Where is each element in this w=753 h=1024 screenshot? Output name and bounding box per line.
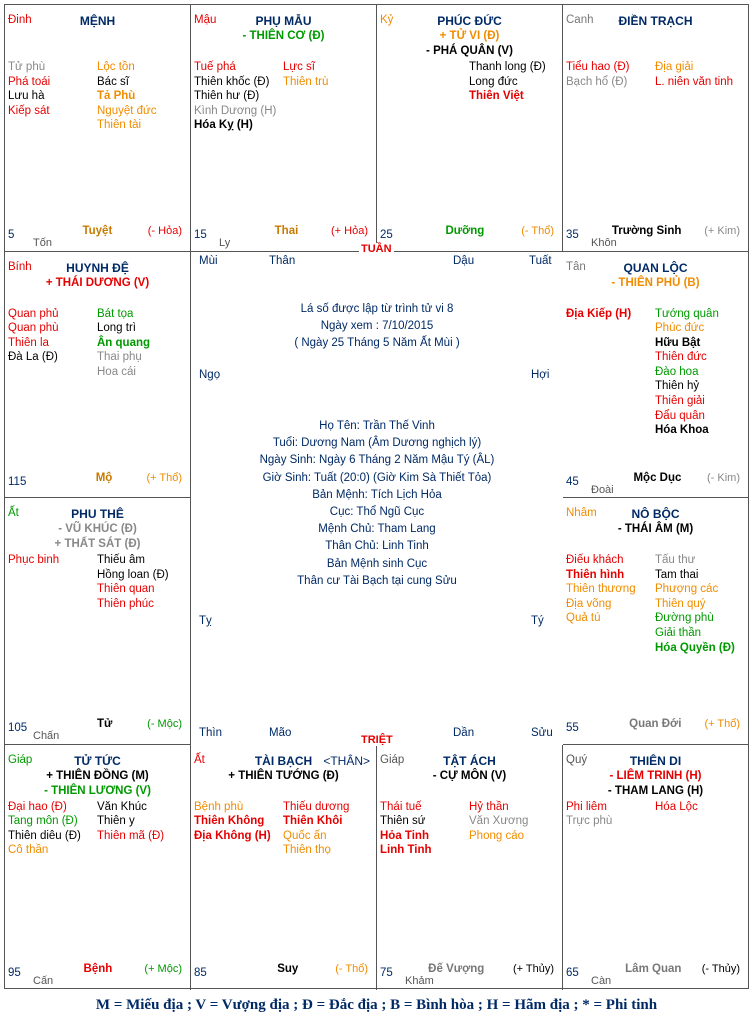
- tuan-label: TUẦN: [361, 243, 392, 255]
- trigram-name: Tốn: [33, 237, 52, 249]
- star: Hoa cái: [97, 365, 136, 378]
- star: Hóa Khoa: [655, 424, 709, 437]
- star: Thiên y: [97, 815, 135, 828]
- star: Lộc tồn: [97, 61, 135, 73]
- than-tag: <THÂN>: [323, 753, 370, 768]
- star: Ân quang: [97, 336, 151, 349]
- owner-info-line: Thân cư Tài Bạch tại cung Sửu: [297, 574, 457, 587]
- minor-stars-left: [566, 307, 631, 322]
- star: Quan phủ: [8, 307, 59, 320]
- palace-tatach: [377, 745, 563, 990]
- horoscope-chart: [4, 4, 749, 989]
- palace-nobac: [563, 498, 748, 745]
- owner-info-line: Tuổi: Dương Nam (Âm Dương nghịch lý): [272, 437, 482, 450]
- star: Hóa Quyền (Đ): [655, 641, 735, 654]
- earthly-branch-ty1: Tỵ: [199, 615, 212, 627]
- main-star: - THIÊN CƠ (Đ): [242, 30, 325, 42]
- element: (- Kim): [707, 471, 740, 484]
- element: (- Mộc): [147, 718, 182, 730]
- palace-name: MỆNH: [79, 14, 116, 28]
- owner-info-line: Cục: Thổ Ngũ Cục: [329, 506, 425, 518]
- star: Phượng các: [655, 583, 719, 596]
- minor-stars-right: [97, 553, 169, 611]
- star: Đào hoa: [655, 365, 699, 378]
- main-star: + THIÊN ĐỒNG (M): [46, 769, 149, 782]
- trigram-name: Khôn: [591, 237, 617, 249]
- element: (+ Kim): [704, 225, 740, 237]
- star: Thiên sứ: [380, 815, 426, 828]
- main-star: - LIÊM TRINH (H): [609, 769, 702, 782]
- heavenly-stem: Kỷ: [380, 14, 394, 26]
- trigram-name: Khảm: [405, 974, 434, 987]
- earthly-branch-suu: Sửu: [531, 727, 553, 739]
- heavenly-stem: Mậu: [194, 14, 217, 26]
- star: Thiên Không: [194, 815, 265, 828]
- element: (- Hỏa): [147, 225, 182, 237]
- palace-dientrach: [563, 5, 748, 252]
- minor-stars-right: [655, 60, 733, 89]
- star: Bạch hổ (Đ): [566, 75, 628, 88]
- minor-stars-right: [469, 60, 546, 104]
- life-stage: Lâm Quan: [625, 962, 682, 975]
- palace-name: NÔ BỘC: [631, 507, 680, 521]
- element: (- Thổ): [335, 962, 368, 975]
- life-stage: Thai: [274, 225, 299, 237]
- main-star: + THÁI DƯƠNG (V): [45, 276, 150, 289]
- life-stage: Suy: [277, 962, 299, 975]
- star: Phong cáo: [469, 829, 524, 842]
- heavenly-stem: Canh: [566, 14, 594, 26]
- palace-phucduc: [377, 5, 563, 252]
- palace-name: HUYNH ĐỆ: [66, 260, 129, 275]
- star: Tả Phù: [97, 90, 136, 103]
- palace-name: THIÊN DI: [629, 753, 682, 768]
- palace-age: 25: [380, 229, 393, 241]
- star: Hỏa Tinh: [380, 829, 429, 842]
- earthly-branch-hoi: Hợi: [531, 369, 550, 381]
- palace-name: PHỤ MẪU: [255, 14, 312, 28]
- life-stage: Mộ: [95, 471, 113, 484]
- star: Bát tọa: [97, 307, 134, 320]
- heavenly-stem: Nhâm: [566, 507, 597, 519]
- heavenly-stem: Giáp: [8, 753, 33, 766]
- life-stage: Tử: [96, 718, 113, 730]
- owner-info-line: Ngày Sinh: Ngày 6 Tháng 2 Năm Mậu Tý (ÂL): [259, 454, 495, 467]
- palace-age: 15: [194, 229, 207, 241]
- star: Văn Khúc: [97, 800, 147, 813]
- life-stage: Tuyệt: [82, 225, 113, 237]
- main-star: - THAM LANG (H): [607, 784, 704, 797]
- life-stage: Quan Đới: [629, 718, 682, 730]
- palace-huynhde: [5, 252, 191, 499]
- palace-quanloc: [563, 252, 748, 499]
- minor-stars-right: [97, 307, 150, 380]
- star: Địa Kiếp (H): [566, 307, 632, 320]
- minor-stars-right: [283, 60, 328, 89]
- minor-stars-left: [566, 553, 636, 626]
- star: L. niên văn tinh: [655, 75, 734, 88]
- main-star: + TỬ VI (Đ): [439, 30, 500, 42]
- star: Kình Dương (H): [194, 104, 277, 117]
- star: Thiên hư (Đ): [194, 90, 260, 103]
- palace-menh: [5, 5, 191, 252]
- minor-stars-left: [380, 800, 432, 858]
- palace-age: 75: [380, 966, 393, 979]
- owner-info-line: Họ Tên: Trần Thế Vinh: [319, 420, 435, 432]
- star: Thanh long (Đ): [469, 61, 546, 73]
- palace-age: 115: [8, 475, 27, 488]
- life-stage: Bệnh: [83, 962, 113, 975]
- palace-name: TẬT ÁCH: [443, 753, 496, 768]
- star: Lưu hà: [8, 90, 45, 103]
- star: Lực sĩ: [283, 61, 315, 73]
- star: Tướng quân: [655, 307, 719, 320]
- heavenly-stem: Tân: [566, 260, 586, 273]
- star: Tam thai: [655, 568, 699, 581]
- trigram-name: Càn: [591, 974, 612, 987]
- star: Đại hao (Đ): [8, 800, 67, 813]
- star: Bác sĩ: [97, 75, 129, 88]
- trigram-name: Cấn: [33, 974, 54, 987]
- heavenly-stem: Giáp: [380, 753, 405, 766]
- star: Phục binh: [8, 554, 60, 566]
- star: Hỷ thần: [469, 800, 509, 813]
- star: Điếu khách: [566, 554, 624, 566]
- life-stage: Trường Sinh: [611, 225, 682, 237]
- star: Phi liêm: [566, 800, 607, 813]
- element: (+ Thổ): [146, 471, 182, 484]
- earthly-branch-mui: Mùi: [199, 255, 218, 267]
- heavenly-stem: Đinh: [8, 14, 32, 26]
- owner-info-line: Giờ Sinh: Tuất (20:0) (Giờ Kim Sà Thiết Tỏa): [262, 471, 492, 484]
- element: (- Thủy): [701, 962, 740, 975]
- star: Địa võng: [566, 597, 612, 610]
- star: Thiên phúc: [97, 597, 154, 610]
- palace-phuthe: [5, 498, 191, 745]
- star: Hóa Kỵ (H): [194, 119, 253, 132]
- palace-age: 95: [8, 966, 21, 979]
- main-star: + THIÊN TƯỚNG (Đ): [228, 769, 339, 782]
- palace-age: 5: [8, 229, 15, 241]
- main-star: - THIÊN PHỦ (B): [611, 276, 700, 289]
- minor-stars-right: [655, 800, 698, 815]
- owner-info-line: Mệnh Chủ: Tham Lang: [318, 523, 436, 536]
- palace-name: TỬ TỨC: [74, 753, 121, 768]
- earthly-branch-ty2: Tý: [531, 615, 544, 627]
- star: Kiếp sát: [8, 104, 50, 117]
- main-star: - VŨ KHÚC (Đ): [58, 523, 137, 535]
- star: Tang môn (Đ): [8, 815, 78, 828]
- star: Thiên thọ: [283, 844, 331, 857]
- palace-age: 35: [566, 229, 579, 241]
- palace-age: 105: [8, 722, 28, 734]
- star: Tiểu hao (Đ): [566, 61, 630, 73]
- owner-info-line: Thân Chủ: Linh Tinh: [325, 540, 429, 553]
- star: Tử phù: [8, 61, 46, 73]
- star: Thiên tài: [97, 119, 142, 132]
- minor-stars-left: [566, 800, 612, 829]
- palace-name: QUAN LỘC: [623, 260, 688, 275]
- star: Long trì: [97, 322, 136, 335]
- heavenly-stem: Ất: [194, 753, 205, 766]
- life-stage: Đế Vượng: [428, 962, 485, 975]
- palace-age: 85: [194, 966, 207, 979]
- minor-stars-left: [194, 800, 271, 844]
- star: Thiếu âm: [97, 554, 145, 566]
- heavenly-stem: Ất: [8, 507, 19, 519]
- star: Thiên mã (Đ): [97, 829, 165, 842]
- star: Thiên đức: [655, 351, 707, 364]
- center-panel: [191, 251, 563, 742]
- star: Cô thần: [8, 844, 49, 857]
- star: Đẩu quân: [655, 409, 705, 422]
- star: Thiên thương: [566, 583, 636, 596]
- earthly-branch-dau: Dậu: [453, 255, 475, 267]
- palace-age: 45: [566, 475, 579, 488]
- minor-stars-right: [283, 800, 349, 858]
- minor-stars-left: [566, 60, 630, 89]
- trigram-name: Chấn: [33, 730, 60, 742]
- star: Thiên diêu (Đ): [8, 829, 81, 842]
- main-star: + THẤT SÁT (Đ): [54, 538, 141, 550]
- minor-stars-left: [8, 307, 59, 365]
- earthly-branch-tuat: Tuất: [529, 255, 552, 267]
- minor-stars-right: [469, 800, 528, 844]
- earthly-branch-dan: Dần: [453, 727, 475, 739]
- owner-info-line: Bản Mệnh sinh Cục: [326, 557, 428, 570]
- palace-age: 55: [566, 722, 579, 734]
- life-stage: Mộc Dục: [633, 471, 682, 484]
- star: Thiên la: [8, 336, 49, 349]
- star: Hữu Bật: [655, 336, 701, 349]
- chart-header-line: Ngày xem : 7/10/2015: [320, 320, 434, 332]
- star: Trực phù: [566, 815, 613, 828]
- palace-name: TÀI BẠCH: [254, 753, 313, 768]
- minor-stars-right: [97, 60, 156, 133]
- element: (+ Mộc): [144, 962, 182, 975]
- star: Quan phù: [8, 322, 59, 335]
- star: Địa giải: [655, 61, 694, 73]
- element: (+ Thủy): [512, 962, 554, 975]
- star: Đà La (Đ): [8, 351, 58, 364]
- palace-taibach: [191, 745, 377, 990]
- star: Thiên quan: [97, 583, 155, 596]
- star: Hồng loan (Đ): [97, 568, 169, 581]
- main-star: - PHÁ QUÂN (V): [426, 45, 513, 57]
- trigram-name: Đoài: [591, 483, 614, 496]
- legend: M = Miếu địa ; V = Vượng địa ; Đ = Đắc địa ; B = Bình hòa ; H = Hãm địa ; * = Phi tinh: [95, 997, 658, 1013]
- earthly-branch-ngo: Ngọ: [199, 369, 221, 381]
- palace-tutuc: [5, 745, 191, 990]
- triet-label: TRIỆT: [361, 734, 393, 746]
- star: Thiên quý: [655, 597, 706, 610]
- star: Thiên hỷ: [655, 380, 700, 393]
- minor-stars-right: [655, 553, 735, 655]
- star: Phúc đức: [655, 322, 705, 335]
- earthly-branch-mao: Mão: [269, 727, 292, 739]
- star: Địa Không (H): [194, 829, 271, 842]
- star: Tuế phá: [194, 61, 236, 73]
- main-star: - CỰ MÔN (V): [432, 769, 507, 782]
- minor-stars-left: [8, 60, 50, 118]
- palace-phumau: [191, 5, 377, 252]
- heavenly-stem: Quý: [566, 753, 588, 766]
- star: Tấu thư: [655, 554, 696, 566]
- minor-stars-left: [194, 60, 276, 133]
- star: Văn Xương: [469, 815, 529, 828]
- star: Giải thần: [655, 626, 702, 639]
- palace-thiendi: [563, 745, 748, 990]
- palace-name: PHÚC ĐỨC: [437, 14, 502, 28]
- main-star: - THÁI ÂM (M): [617, 523, 694, 535]
- chart-header-line: ( Ngày 25 Tháng 5 Năm Ất Mùi ): [294, 337, 460, 349]
- star: Thiên Khôi: [283, 815, 343, 828]
- star: Thiên giải: [655, 395, 705, 408]
- earthly-branch-thin: Thìn: [199, 727, 223, 739]
- star: Thai phụ: [97, 351, 142, 364]
- star: Bệnh phù: [194, 800, 244, 813]
- earthly-branch-than: Thân: [269, 255, 296, 267]
- element: (+ Hỏa): [331, 225, 368, 237]
- star: Thiếu dương: [283, 800, 350, 813]
- minor-stars-left: [8, 553, 59, 568]
- minor-stars-left: [8, 800, 81, 858]
- minor-stars-right: [655, 307, 719, 438]
- star: Quốc ấn: [283, 829, 327, 842]
- star: Thiên Việt: [469, 90, 524, 103]
- element: (- Thổ): [521, 225, 554, 237]
- star: Thiên trù: [283, 75, 329, 88]
- heavenly-stem: Bính: [8, 260, 32, 273]
- minor-stars-right: [97, 800, 164, 844]
- star: Long đức: [469, 75, 518, 88]
- star: Thiên khốc (Đ): [194, 75, 270, 88]
- star: Quả tú: [566, 612, 601, 625]
- main-star: - THIÊN LƯƠNG (V): [44, 784, 151, 797]
- trigram-name: Ly: [219, 237, 231, 249]
- star: Đường phù: [655, 612, 714, 625]
- star: Thiên hình: [566, 568, 625, 581]
- chart-header-line: Lá số được lập từ trình tử vi 8: [300, 303, 454, 315]
- palace-name: PHU THÊ: [71, 507, 124, 521]
- palace-age: 65: [566, 966, 579, 979]
- life-stage: Dưỡng: [445, 225, 485, 237]
- palace-name: ĐIỀN TRẠCH: [618, 14, 693, 28]
- star: Linh Tinh: [380, 844, 432, 857]
- owner-info-line: Bản Mệnh: Tích Lịch Hỏa: [312, 488, 442, 501]
- star: Nguyệt đức: [97, 104, 157, 117]
- star: Thái tuế: [380, 800, 422, 813]
- star: Phá toái: [8, 75, 51, 88]
- element: (+ Thổ): [704, 718, 740, 730]
- star: Hóa Lộc: [655, 800, 698, 813]
